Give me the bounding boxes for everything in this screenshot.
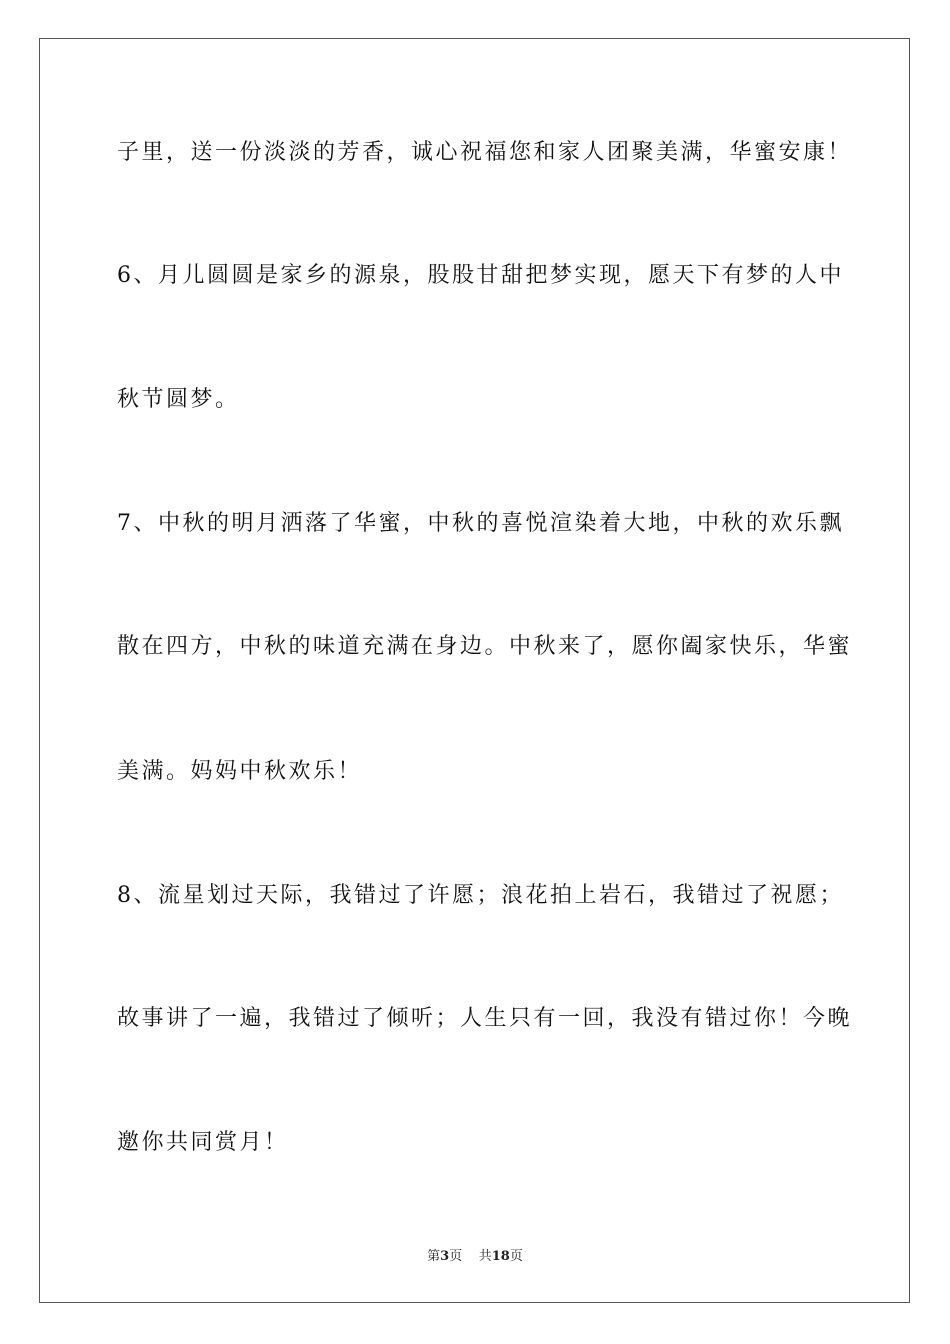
- text-line-9: 邀你共同赏月！: [117, 1130, 289, 1155]
- current-page-number: 3: [440, 1249, 450, 1264]
- text-line-1: 子里，送一份淡淡的芳香，诚心祝福您和家人团聚美满，华蜜安康！: [117, 140, 853, 165]
- text-line-4: 7、中秋的明月洒落了华蜜，中秋的喜悦渲染着大地，中秋的欢乐飘: [117, 511, 844, 536]
- text-line-2: 6、月儿圆圆是家乡的源泉，股股甘甜把梦实现，愿天下有梦的人中: [117, 263, 844, 288]
- total-pages-number: 18: [491, 1249, 510, 1264]
- page-suffix: 页: [449, 1249, 463, 1264]
- page-border: [39, 38, 910, 1303]
- text-line-7: 8、流星划过天际，我错过了许愿；浪花拍上岩石，我错过了祝愿；: [117, 883, 844, 908]
- page-footer: [0, 1248, 950, 1266]
- total-suffix: 页: [509, 1249, 523, 1264]
- text-line-3: 秋节圆梦。: [117, 387, 240, 412]
- text-line-6: 美满。妈妈中秋欢乐！: [117, 759, 363, 784]
- total-prefix: 共: [478, 1249, 492, 1264]
- text-line-8: 故事讲了一遍，我错过了倾听；人生只有一回，我没有错过你！今晚: [117, 1006, 853, 1031]
- page-prefix: 第: [427, 1249, 441, 1264]
- text-line-5: 散在四方，中秋的味道充满在身边。中秋来了，愿你阖家快乐，华蜜: [117, 634, 853, 659]
